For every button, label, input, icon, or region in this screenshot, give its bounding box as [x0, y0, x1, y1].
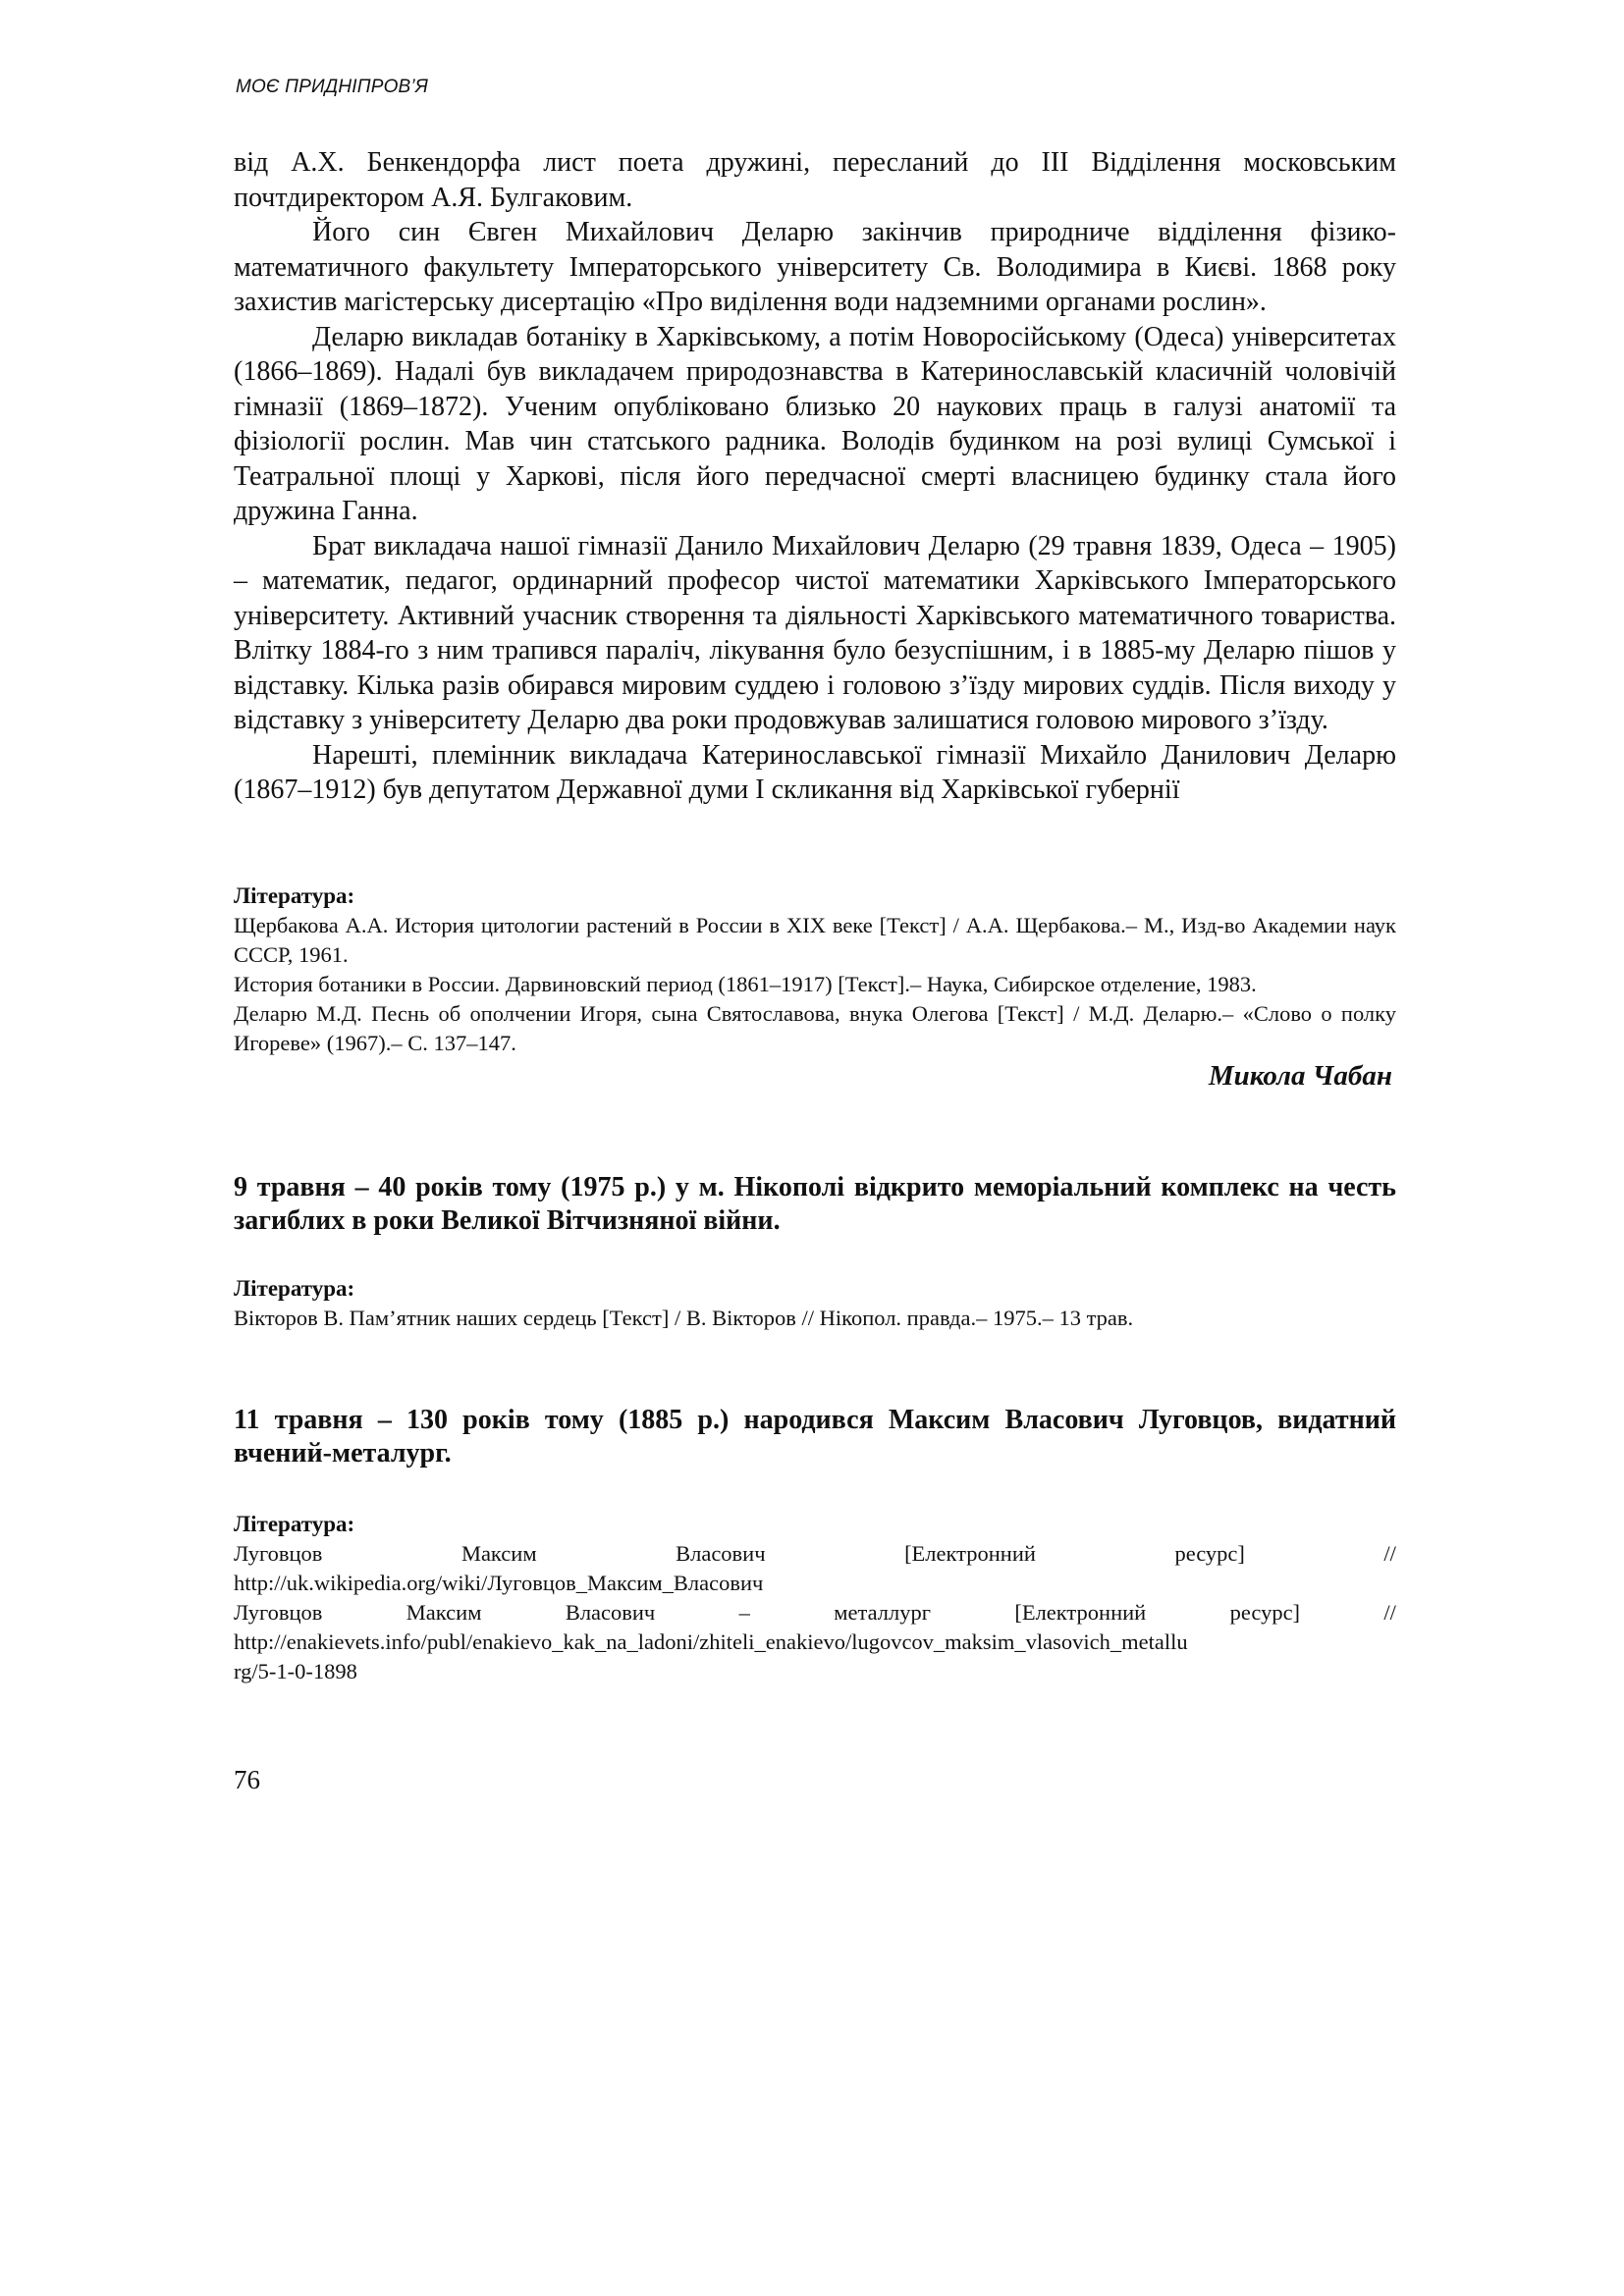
literature-list [234, 1539, 1396, 1686]
literature-entry: Щербакова А.А. История цитологии растений в России в XIX веке [Текст] / А.А. Щербакова.– М., Изд-во Академии наук СССР, 1961. [234, 913, 1396, 967]
running-header: МОЄ ПРИДНІПРОВ’Я [236, 77, 429, 97]
article-paragraph: від А.Х. Бенкендорфа лист поета дружині, пересланий до ІІІ Відділення московським почтдиректором А.Я. Булгаковим. [234, 147, 1396, 213]
literature-url-continuation[interactable]: rg/5-1-0-1898 [234, 1659, 357, 1683]
literature-entry-spread-line [234, 1539, 1396, 1569]
event-section [234, 1404, 1396, 1470]
event-literature [234, 1274, 1396, 1333]
word: ресурс] [1229, 1600, 1301, 1625]
literature-entry: Вікторов В. Пам’ятник наших сердець [Текст] / В. Вікторов // Нікопол. правда.– 1975.– 13 трав. [234, 1306, 1134, 1330]
literature-title: Література: [234, 1512, 355, 1536]
article-paragraph: Деларю викладав ботаніку в Харківському, а потім Новоросійському (Одеса) університетах (1866–1869). Надалі був викладачем природознавства в Катеринославській класичній чоловічій гімназії (1869–1872). Ученим опубліковано близько 20 наукових праць в галузі анатомії та фізіології рослин. Мав чин статського радника. Володів будинком на розі вулиці Сумської і Театральної площі у Харкові, після його передчасної смерті власницею будинку стала його дружина Ганна. [234, 321, 1396, 526]
literature-entry [234, 1539, 1396, 1598]
word: Луговцов [234, 1541, 323, 1566]
literature-title: Література: [234, 1276, 355, 1301]
word: Власович [565, 1600, 656, 1625]
event-literature [234, 1510, 1396, 1686]
event-heading: 9 травня – 40 років тому (1975 р.) у м. Нікополі відкрито меморіальний комплекс на честь загиблих в роки Великої Вітчизняної війни. [234, 1172, 1396, 1236]
word: [Електронний [1014, 1600, 1147, 1625]
article-author: Микола Чабан [1208, 1060, 1392, 1092]
article-paragraph: Його син Євген Михайлович Деларю закінчив природниче відділення фізико-математичного факультету Імператорського університету Св. Володимира в Києві. 1868 року захистив магістерську дисертацію «Про виділення води надземними органами рослин». [234, 217, 1396, 317]
word: – [738, 1600, 750, 1625]
event-heading: 11 травня – 130 років тому (1885 р.) народився Максим Власович Луговцов, видатний вчений-металург. [234, 1405, 1396, 1468]
page-number: 76 [234, 1765, 260, 1794]
article-body [234, 145, 1396, 808]
word: Максим [460, 1541, 537, 1566]
article-literature [234, 881, 1396, 1058]
literature-entry: Деларю М.Д. Песнь об ополчении Игоря, сына Святославова, внука Олегова [Текст] / М.Д. Деларю.– «Слово о полку Игореве» (1967).– С. 137–147. [234, 1001, 1396, 1055]
literature-entry-spread-line [234, 1598, 1396, 1628]
event-section [234, 1171, 1396, 1238]
literature-title: Література: [234, 883, 355, 908]
word: металлург [834, 1600, 931, 1625]
word: Власович [676, 1541, 766, 1566]
literature-entry [234, 1598, 1396, 1686]
word: [Електронний [904, 1541, 1036, 1566]
word: ресурс] [1174, 1541, 1245, 1566]
literature-entry: История ботаники в России. Дарвиновский период (1861–1917) [Текст].– Наука, Сибирское отделение, 1983. [234, 972, 1257, 996]
word: Максим [406, 1600, 482, 1625]
word: Луговцов [234, 1600, 323, 1625]
literature-url[interactable]: http://enakievets.info/publ/enakievo_kak_na_ladoni/zhiteli_enakievo/lugovcov_maksim_vlasovich_metallu [234, 1629, 1188, 1654]
literature-list [234, 1304, 1396, 1333]
article-paragraph: Нарешті, племінник викладача Катеринославської гімназії Михайло Данилович Деларю (1867–1912) був депутатом Державної думи І скликання від Харківської губернії [234, 739, 1396, 805]
word: // [1383, 1541, 1396, 1566]
word: // [1383, 1600, 1396, 1625]
literature-list [234, 911, 1396, 1058]
literature-url[interactable]: http://uk.wikipedia.org/wiki/Луговцов_Максим_Власович [234, 1571, 764, 1595]
article-paragraph: Брат викладача нашої гімназії Данило Михайлович Деларю (29 травня 1839, Одеса – 1905) – математик, педагог, ординарний професор чистої математики Харківського Імператорського університету. Активний учасник створення та діяльності Харківського математичного товариства. Влітку 1884-го з ним трапився параліч, лікування було безуспішним, і в 1885-му Деларю пішов у відставку. Кілька разів обирався мировим суддею і головою з’їзду мирових суддів. Після виходу у відставку з університету Деларю два роки продовжував залишатися головою мирового з’їзду. [234, 530, 1396, 735]
